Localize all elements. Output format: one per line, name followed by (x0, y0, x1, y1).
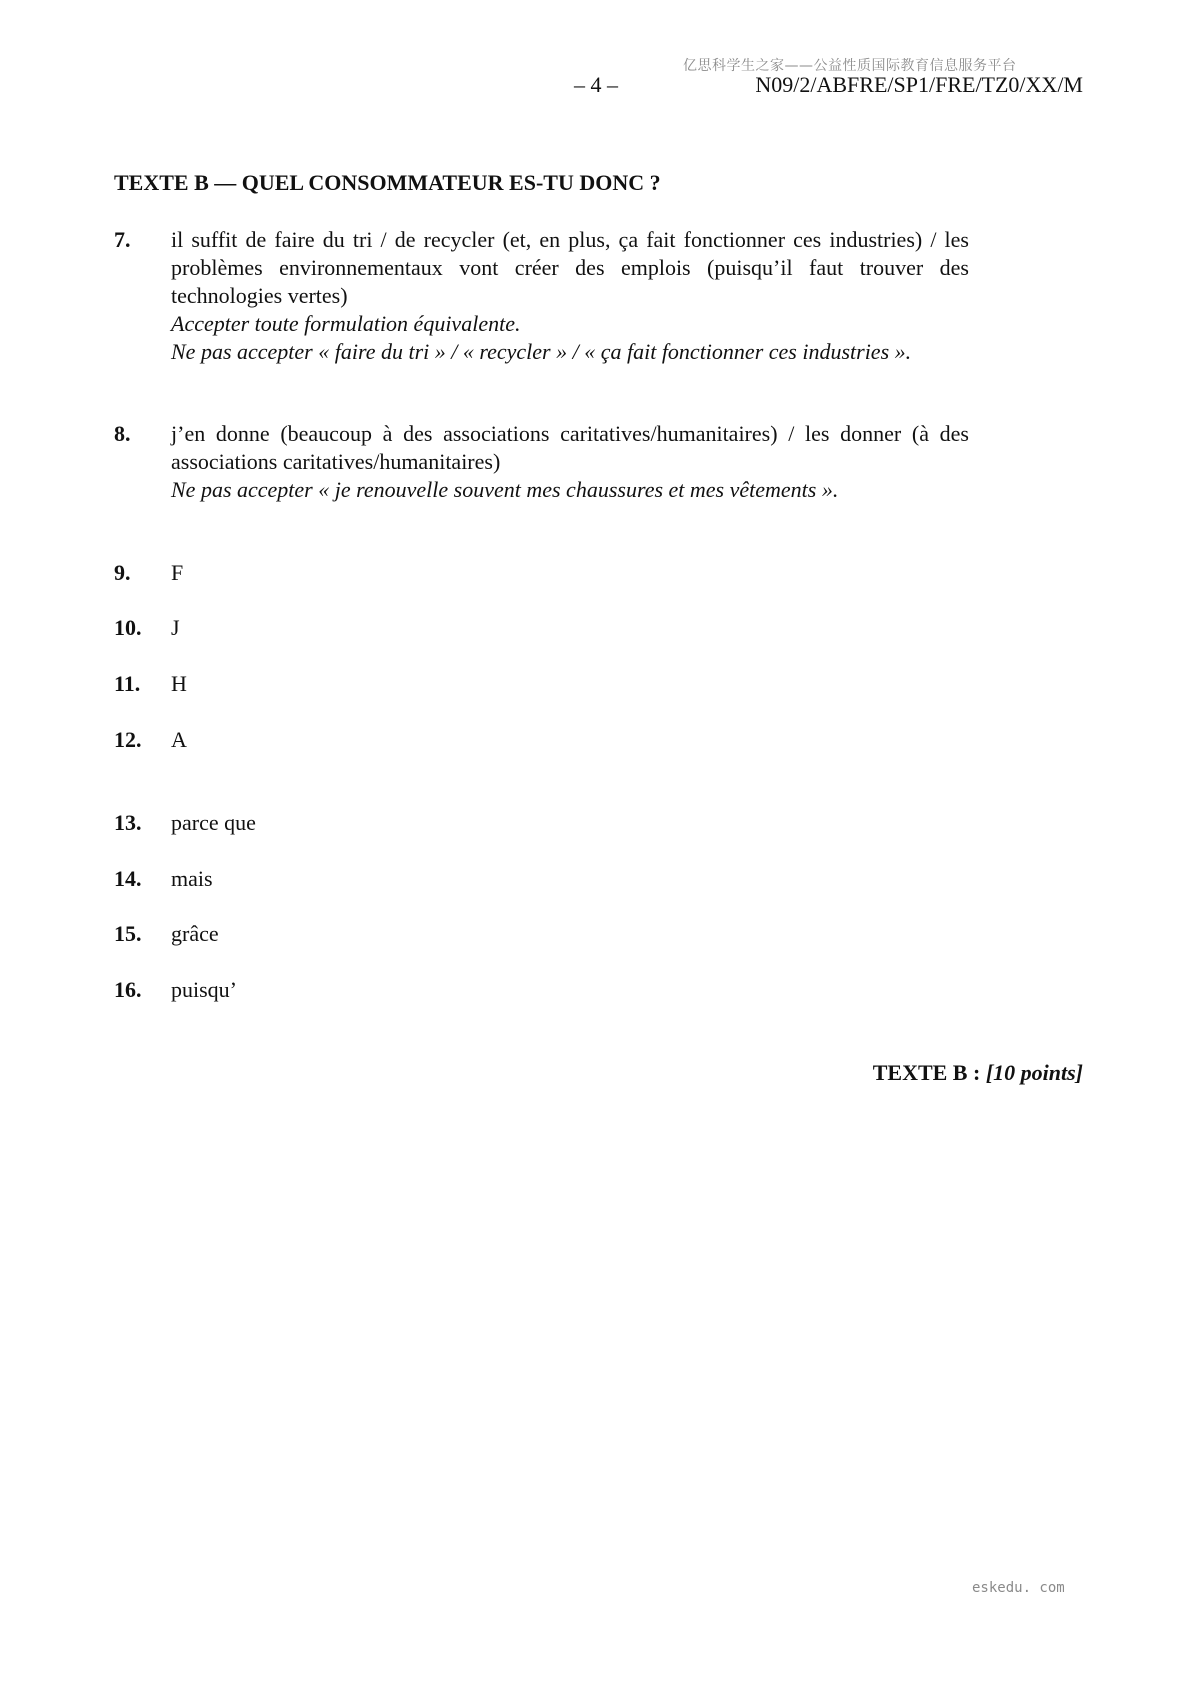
answer-text: j’en donne (beaucoup à des associations caritatives/humanitaires) / les donner (à des associations caritatives/humanitaires) (171, 421, 969, 474)
answer-value: parce que (171, 810, 256, 835)
answer-item-14 (114, 865, 969, 893)
document-code: N09/2/ABFRE/SP1/FRE/TZ0/XX/M (755, 72, 1083, 97)
answer-number: 8. (114, 421, 131, 446)
answer-number: 13. (114, 810, 142, 835)
answer-number: 14. (114, 866, 142, 891)
total-points-value: [10 points] (985, 1060, 1083, 1085)
answer-number: 11. (114, 671, 141, 696)
answer-item-7 (114, 226, 969, 366)
answer-text: il suffit de faire du tri / de recycler (et, en plus, ça fait fonctionner ces industries) / les problèmes environnementaux vont créer des emplois (puisqu’il faut trouver des technologies vertes) (171, 227, 969, 308)
total-points (873, 1060, 1083, 1086)
watermark-top: 亿思科学生之家——公益性质国际教育信息服务平台 (683, 58, 1017, 74)
answer-number: 15. (114, 921, 142, 946)
section-title: TEXTE B — QUEL CONSOMMATEUR ES-TU DONC ? (114, 170, 661, 195)
answer-item-16 (114, 976, 969, 1004)
marking-note: Ne pas accepter « je renouvelle souvent mes chaussures et mes vêtements ». (171, 477, 839, 502)
answer-value: puisqu’ (171, 977, 237, 1002)
answer-body (171, 420, 969, 504)
answer-value: J (171, 615, 180, 640)
page-number: – 4 – (574, 72, 618, 97)
total-label: TEXTE B : (872, 1060, 986, 1085)
marking-note: Accepter toute formulation équivalente. (171, 311, 521, 336)
answer-number: 9. (114, 560, 131, 585)
answer-item-12 (114, 726, 969, 754)
answer-value: A (171, 727, 187, 752)
watermark-bottom: eskedu. com (972, 1580, 1065, 1596)
answer-item-15 (114, 920, 969, 948)
marking-note: Ne pas accepter « faire du tri » / « recycler » / « ça fait fonctionner ces industries ». (171, 339, 912, 364)
answer-item-11 (114, 670, 969, 698)
answer-number: 7. (114, 227, 131, 252)
answer-value: H (171, 671, 187, 696)
answer-number: 16. (114, 977, 142, 1002)
answer-number: 12. (114, 727, 142, 752)
answer-body (171, 226, 969, 366)
answer-item-8 (114, 420, 969, 504)
answer-value: grâce (171, 921, 219, 946)
answer-item-13 (114, 809, 969, 837)
answer-item-10 (114, 614, 969, 642)
answer-value: F (171, 560, 184, 585)
answer-value: mais (171, 866, 213, 891)
answer-item-9 (114, 559, 969, 587)
answer-number: 10. (114, 615, 142, 640)
